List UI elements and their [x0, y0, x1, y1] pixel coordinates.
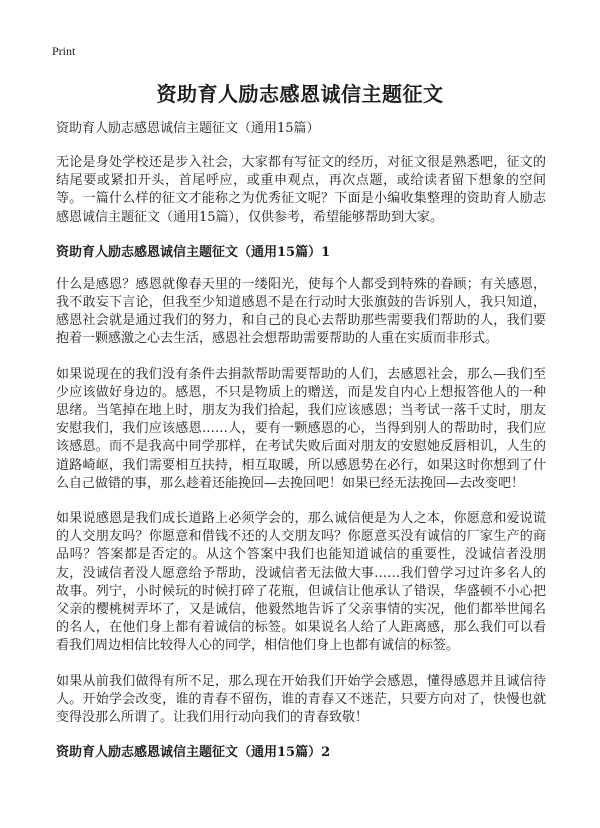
print-link[interactable]: Print: [52, 44, 76, 58]
section-heading-1: 资助育人励志感恩诚信主题征文（通用15篇）1: [56, 244, 331, 260]
article-subtitle: 资助育人励志感恩诚信主题征文（通用15篇）: [56, 121, 320, 136]
article-body: [56, 120, 546, 776]
section-1-paragraph-1: 什么是感恩？感恩就像春天里的一缕阳光，使每个人都受到特殊的眷顾；有关感恩，我不敢妄下言论，但我至少知道感恩不是在行动时大张旗鼓的告诉别人，我只知道，感恩社会就是通过我们的努力，和自己的良心去帮助那些需要我们帮助的人，我们要抱着一颗感激之心去生活，感恩社会想帮助需要帮助的人重在实质而非形式。: [56, 276, 546, 347]
section-heading-2: 资助育人励志感恩诚信主题征文（通用15篇）2: [56, 745, 331, 761]
section-1-paragraph-2: 如果说现在的我们没有条件去捐款帮助需要帮助的人们，去感恩社会，那么—我们至少应该做好身边的。感恩，不只是物质上的赠送，而是发自内心上想报答他人的一种思绪。当笔掉在地上时，朋友为我们拾起，我们应该感恩；当考试一落千丈时，朋友安慰我们，我们应该感恩……人，要有一颗感恩的心，当得到别人的帮助时，我们应该感恩。而不是我高中同学那样，在考试失败后面对朋友的安慰她反唇相讥，人生的道路崎岖，我们需要相互扶持，相互取暖，所以感恩势在必行，如果这时你想到了什么自己做错的事，那么趁着还能挽回—去挽回吧！如果已经无法挽回—去改变吧！: [56, 366, 546, 491]
intro-paragraph: 无论是身处学校还是步入社会，大家都有写征文的经历，对征文很是熟悉吧，征文的结尾要或紧扣开头，首尾呼应，或重申观点，再次点题，或给读者留下想象的空间等。一篇什么样的征文才能称之为优秀征文呢？下面是小编收集整理的资助育人励志感恩诚信主题征文（通用15篇），仅供参考，希望能够帮助到大家。: [56, 155, 546, 225]
section-1-paragraph-3: 如果说感恩是我们成长道路上必须学会的，那么诚信便是为人之本，你愿意和爱说谎的人交朋友吗？你愿意和借钱不还的人交朋友吗？你愿意买没有诚信的厂家生产的商品吗？答案都是否定的。从这个答案中我们也能知道诚信的重要性，没诚信者没朋友，没诚信者没人愿意给予帮助，没诚信者无法做大事……我们曾学习过许多名人的故事。列宁，小时候玩的时候打碎了花瓶，但诚信让他承认了错误，华盛顿不小心把父亲的樱桃树弄坏了，又是诚信，他毅然地告诉了父亲事情的实况，他们都举世闻名的名人，在他们身上都有着诚信的标签。如果说名人给了人距离感，那么我们可以看看我们周边相信比较得人心的同学，相信他们身上也都有诚信的标签。: [56, 511, 546, 654]
section-1-paragraph-4: 如果从前我们做得有所不足，那么现在开始我们开始学会感恩，懂得感恩并且诚信待人。开始学会改变，谁的青春不留伤，谁的青春又不迷茫，只要方向对了，快慢也就变得没那么所谓了。让我们用行动向我们的青春致敬！: [56, 673, 546, 726]
page-title: 资助育人励志感恩诚信主题征文: [156, 82, 444, 106]
